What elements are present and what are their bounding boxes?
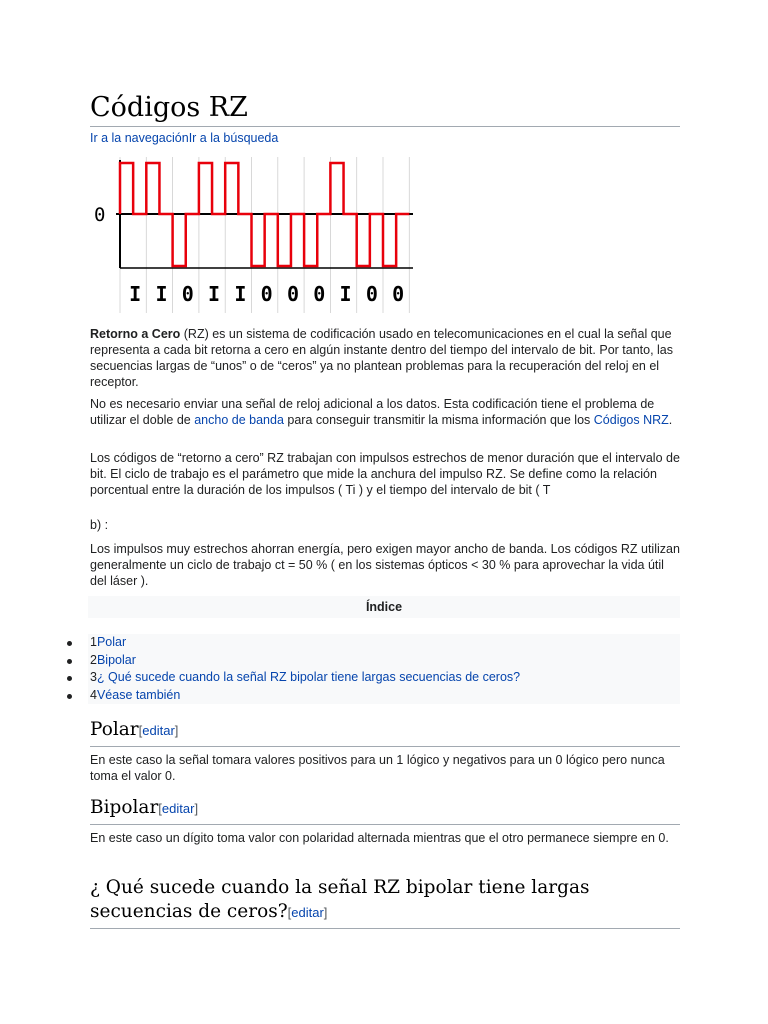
edit-section-bipolar: [editar] (158, 801, 199, 816)
section-heading-zeros (90, 876, 680, 929)
toc-item[interactable] (88, 669, 680, 687)
paragraph-bandwidth-text-b: para conseguir transmitir la misma información que los (283, 413, 594, 427)
jump-to-search-link[interactable]: Ir a la búsqueda (188, 131, 279, 145)
paragraph-narrow-pulses: Los impulsos muy estrechos ahorran energía, pero exigen mayor ancho de banda. Los códigos RZ utilizan generalmente un ciclo de trabajo ct = 50 % ( en los sistemas ópticos < 30 % para aprovechar la vida útil del láser ). (90, 542, 680, 588)
edit-link-bipolar[interactable]: editar (161, 801, 195, 816)
codigos-nrz-link[interactable]: Códigos NRZ (593, 413, 669, 427)
section-title-zeros: ¿ Qué sucede cuando la señal RZ bipolar tiene largas secuencias de ceros? (90, 877, 590, 922)
paragraph-bandwidth-text-a: No es necesario enviar una señal de reloj adicional a los datos. Esta codificación tiene el problema de utilizar el doble de (90, 397, 655, 427)
bit-label: 0 (286, 282, 299, 306)
section-heading-polar (90, 718, 680, 747)
bit-label: 0 (392, 282, 405, 306)
page-title: Códigos RZ (90, 92, 680, 127)
table-of-contents (88, 634, 680, 704)
intro-text: (RZ) es un sistema de codificación usado en telecomunicaciones en el cual la señal que representa a cada bit retorna a cero en algún instante dentro del tiempo del intervalo de bit. Por tanto, las secuencias largas de “unos” o de “ceros” ya no plantean problemas para la recuperación del reloj en el receptor. (90, 327, 674, 389)
edit-link-zeros[interactable]: editar (291, 905, 324, 920)
bit-label: I (208, 282, 221, 306)
section-title-polar: Polar (90, 719, 139, 740)
section-title-bipolar: Bipolar (90, 797, 159, 818)
paragraph-bandwidth (90, 396, 680, 428)
zero-label: 0 (94, 204, 106, 226)
bit-label: I (155, 282, 168, 306)
jump-to-navigation-link[interactable]: Ir a la navegación (90, 131, 189, 145)
bit-label: 0 (181, 282, 194, 306)
toc-title: Índice (88, 596, 680, 618)
bit-label: 0 (260, 282, 273, 306)
ancho-de-banda-link[interactable]: ancho de banda (194, 413, 284, 427)
toc-item[interactable] (88, 652, 680, 670)
jump-links (90, 130, 278, 146)
bit-label: 0 (313, 282, 326, 306)
intro-bold-term: Retorno a Cero (90, 327, 181, 341)
edit-link-polar[interactable]: editar (142, 723, 175, 738)
toc-item-number: 3 (90, 670, 97, 684)
paragraph-bandwidth-text-c: . (668, 413, 673, 427)
toc-item[interactable] (88, 687, 680, 705)
bit-label: I (234, 282, 247, 306)
toc-item-link[interactable]: Polar (96, 635, 127, 649)
toc-item-link[interactable]: ¿ Qué sucede cuando la señal RZ bipolar tiene largas secuencias de ceros? (96, 670, 521, 684)
paragraph-duty-cycle: Los códigos de “retorno a cero” RZ trabajan con impulsos estrechos de menor duración que el intervalo de bit. El ciclo de trabajo es el parámetro que mide la anchura del impulso RZ. Se define como la relación porcentual entre la duración de los impulsos ( Ti ) y el tiempo del intervalo de bit ( T (90, 451, 680, 497)
bit-labels (129, 282, 404, 306)
toc-item-link[interactable]: Véase también (96, 687, 181, 702)
toc-item-number: 1 (90, 635, 97, 649)
edit-section-zeros: [editar] (287, 905, 328, 920)
toc-item-link[interactable]: Bipolar (96, 652, 136, 667)
toc-item[interactable] (88, 634, 680, 652)
section-text-polar: En este caso la señal tomara valores positivos para un 1 lógico y negativos para un 0 lógico pero nunca toma el valor 0. (90, 753, 665, 783)
rz-signal-diagram (88, 155, 418, 315)
edit-section-polar: [editar] (138, 723, 179, 738)
toc-item-number: 2 (90, 652, 97, 667)
section-text-bipolar: En este caso un dígito toma valor con polaridad alternada mientras que el otro permanece siempre en 0. (90, 831, 669, 845)
bit-label: 0 (365, 282, 378, 306)
paragraph-duty-cycle-cont: b) : (90, 518, 109, 532)
section-heading-bipolar (90, 796, 680, 825)
bit-label: I (129, 282, 142, 306)
toc-item-number: 4 (90, 687, 97, 702)
bit-label: I (339, 282, 352, 306)
intro-paragraph (90, 326, 680, 390)
